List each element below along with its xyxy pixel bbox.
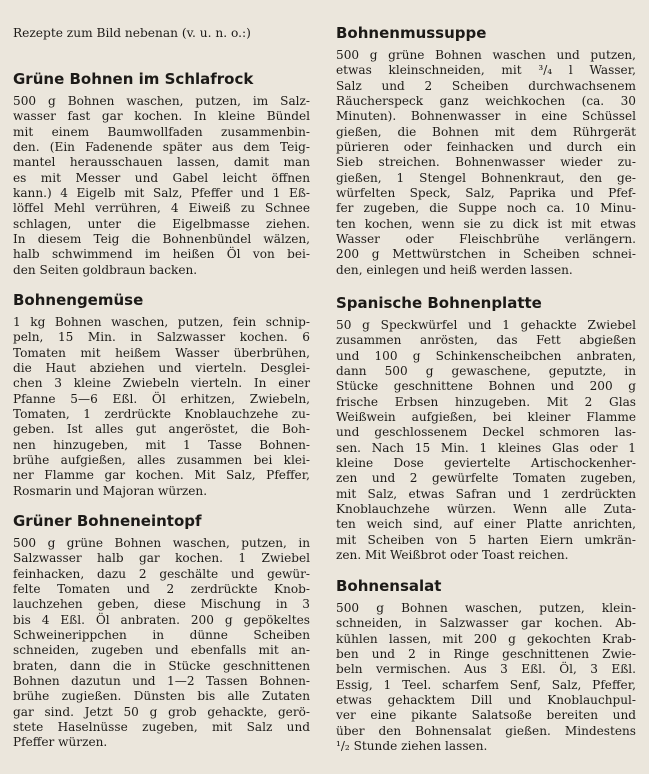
- recipe-gruene-bohnen-im-schlafrock: [13, 70, 310, 278]
- recipe-line: sen. Nach 15 Min. 1 kleines Glas oder 1: [336, 440, 636, 455]
- recipe-line: Sieb streichen. Bohnenwasser wieder zu-: [336, 155, 636, 170]
- recipe-line: schlagen, unter die Eigelbmasse ziehen.: [13, 216, 310, 231]
- recipe-line: Salzwasser halb gar kochen. 1 Zwiebel: [13, 551, 310, 566]
- recipe-line: 50 g Speckwürfel und 1 gehackte Zwiebel: [336, 318, 636, 332]
- recipe-line: und 100 g Schinkenscheibchen anbraten,: [336, 348, 636, 363]
- recipe-line: über den Bohnensalat gießen. Mindestens: [336, 723, 636, 738]
- recipe-line: Minuten). Bohnenwasser in eine Schüssel: [336, 109, 636, 124]
- recipe-line: zusammen anrösten, das Fett abgießen: [336, 333, 636, 348]
- recipe-line: Tomaten, 1 zerdrückte Knoblauchzehe zu-: [13, 407, 310, 422]
- recipe-line: Rosmarin und Majoran würzen.: [13, 483, 208, 498]
- recipe-line: feinhacken, dazu 2 geschälte und gewür-: [13, 566, 310, 581]
- recipe-line: mit einem Baumwollfaden zusammenbin-: [13, 124, 310, 139]
- recipe-line: ten weich sind, auf einer Platte anrichten,: [336, 517, 636, 532]
- recipe-line: brühe aufgießen, alles zusammen bei klei-: [13, 453, 310, 468]
- recipe-line: Stücke geschnittene Bohnen und 200 g: [336, 379, 636, 394]
- recipe-title: Bohnensalat: [336, 577, 442, 595]
- recipe-line: dann 500 g gewaschene, geputzte, in: [336, 364, 636, 379]
- recipe-line: 500 g grüne Bohnen waschen und putzen,: [336, 48, 636, 62]
- recipe-text: [13, 315, 310, 499]
- recipe-bohnenmussuppe: [336, 24, 636, 278]
- recipe-line: beln vermischen. Aus 3 Eßl. Öl, 3 Eßl.: [336, 662, 636, 677]
- recipe-line: ner Flamme gar kochen. Mit Salz, Pfeffer,: [13, 468, 310, 483]
- recipe-line: bis 4 Eßl. Öl anbraten. 200 g gepökeltes: [13, 612, 310, 627]
- recipe-line: gar sind. Jetzt 50 g grob gehackte, gerö-: [13, 704, 310, 719]
- recipe-line: chen 3 kleine Zwiebeln vierteln. In einer: [13, 376, 310, 391]
- recipe-line: 200 g Mettwürstchen in Scheiben schnei-: [336, 247, 636, 262]
- recipe-line: Weißwein aufgießen, bei kleiner Flamme: [336, 410, 636, 425]
- recipe-spanische-bohnenplatte: [336, 294, 636, 564]
- recipe-line: den Seiten goldbraun backen.: [13, 262, 198, 277]
- recipe-line: Tomaten mit heißem Wasser überbrühen,: [13, 345, 310, 360]
- recipe-line: ver eine pikante Salatsoße bereiten und: [336, 708, 636, 723]
- recipe-line: Pfeffer würzen.: [13, 735, 108, 750]
- recipe-line: Pfanne 5—6 Eßl. Öl erhitzen, Zwiebeln,: [13, 391, 310, 406]
- recipe-line: brühe zugießen. Dünsten bis alle Zutaten: [13, 689, 310, 704]
- recipe-line: Räucherspeck ganz weichkochen (ca. 30: [336, 94, 636, 109]
- recipe-title: Bohnenmussuppe: [336, 24, 487, 42]
- recipe-line: mit Scheiben von 5 harten Eiern umkrän-: [336, 532, 636, 547]
- recipe-line: 1 kg Bohnen waschen, putzen, fein schnip-: [13, 315, 310, 329]
- recipe-line: Knoblauchzehe würzen. Wenn alle Zuta-: [336, 502, 636, 517]
- recipe-bohnensalat: [336, 577, 636, 754]
- recipe-line: 500 g Bohnen waschen, putzen, im Salz-: [13, 94, 310, 108]
- recipe-line: kann.) 4 Eigelb mit Salz, Pfeffer und 1 Eß-: [13, 186, 310, 201]
- recipe-line: schneiden, zugeben und ebenfalls mit an-: [13, 643, 310, 658]
- recipe-line: geben. Ist alles gut angeröstet, die Boh-: [13, 422, 310, 437]
- recipe-line: den, einlegen und heiß werden lassen.: [336, 262, 573, 277]
- recipe-line: zen. Mit Weißbrot oder Toast reichen.: [336, 548, 569, 563]
- recipe-line: lauchzehen geben, diese Mischung in 3: [13, 597, 310, 612]
- recipe-line: mit Salz, etwas Safran und 1 zerdrückten: [336, 486, 636, 501]
- recipe-title: Bohnengemüse: [13, 291, 144, 309]
- recipe-line: etwas gehacktem Dill und Knoblauchpul-: [336, 693, 636, 708]
- recipe-line: Wasser oder Fleischbrühe verlängern.: [336, 232, 636, 247]
- recipe-line: die Haut abziehen und vierteln. Desglei-: [13, 361, 310, 376]
- recipe-line: nen hinzugeben, mit 1 Tasse Bohnen-: [13, 437, 310, 452]
- recipe-line: pürieren oder feinhacken und durch ein: [336, 140, 636, 155]
- recipe-line: Bohnen dazutun und 1—2 Tassen Bohnen-: [13, 674, 310, 689]
- recipe-line: fer zugeben, die Suppe noch ca. 10 Minu-: [336, 201, 636, 216]
- recipe-line: würfelten Speck, Salz, Paprika und Pfef-: [336, 186, 636, 201]
- recipe-line: wasser fast gar kochen. In kleine Bündel: [13, 109, 310, 124]
- recipe-line: Schweinerippchen in dünne Scheiben: [13, 628, 310, 643]
- recipe-line: löffel Mehl verrühren, 4 Eiweiß zu Schnee: [13, 201, 310, 216]
- recipe-line: den. (Ein Fadenende später aus dem Teig-: [13, 140, 310, 155]
- recipe-text: [13, 94, 310, 278]
- recipe-line: In diesem Teig die Bohnenbündel wälzen,: [13, 232, 310, 247]
- recipe-line: frische Erbsen hinzugeben. Mit 2 Glas: [336, 394, 636, 409]
- recipe-line: peln, 15 Min. in Salzwasser kochen. 6: [13, 330, 310, 345]
- recipe-line: kühlen lassen, mit 200 g gekochten Krab-: [336, 631, 636, 646]
- recipe-title: Spanische Bohnenplatte: [336, 294, 542, 312]
- recipe-line: ¹/₂ Stunde ziehen lassen.: [336, 739, 488, 754]
- recipe-line: kleine Dose geviertelte Artischockenher-: [336, 456, 636, 471]
- recipe-line: Essig, 1 Teel. scharfem Senf, Salz, Pfeffer,: [336, 677, 636, 692]
- recipe-text: [336, 601, 636, 754]
- recipe-bohnengemuese: [13, 291, 310, 499]
- intro-line: Rezepte zum Bild nebenan (v. u. n. o.:): [13, 26, 251, 40]
- recipe-line: 500 g grüne Bohnen waschen, putzen, in: [13, 536, 310, 550]
- recipe-line: felte Tomaten und 2 zerdrückte Knob-: [13, 582, 310, 597]
- recipe-line: braten, dann die in Stücke geschnittenen: [13, 658, 310, 673]
- recipe-line: schneiden, in Salzwasser gar kochen. Ab-: [336, 616, 636, 631]
- recipe-line: gießen, 1 Stengel Bohnenkraut, den ge-: [336, 170, 636, 185]
- recipe-line: mantel herausschauen lassen, damit man: [13, 155, 310, 170]
- recipe-text: [336, 48, 636, 278]
- recipe-line: Salz und 2 Scheiben durchwachsenem: [336, 78, 636, 93]
- recipe-text: [336, 318, 636, 564]
- recipe-line: etwas kleinschneiden, mit ³/₄ l Wasser,: [336, 63, 636, 78]
- recipe-gruener-bohneneintopf: [13, 512, 310, 751]
- recipe-line: gießen, die Bohnen mit dem Rührgerät: [336, 124, 636, 139]
- recipe-line: es mit Messer und Gabel leicht öffnen: [13, 170, 310, 185]
- recipe-line: stete Haselnüsse zugeben, mit Salz und: [13, 720, 310, 735]
- recipe-line: ben und 2 in Ringe geschnittenen Zwie-: [336, 647, 636, 662]
- recipe-title: Grüner Bohneneintopf: [13, 512, 202, 530]
- recipe-title: Grüne Bohnen im Schlafrock: [13, 70, 254, 88]
- recipe-line: ten kochen, wenn sie zu dick ist mit etwas: [336, 216, 636, 231]
- recipe-line: und geschlossenem Deckel schmoren las-: [336, 425, 636, 440]
- recipe-line: halb schwimmend im heißen Öl von bei-: [13, 247, 310, 262]
- recipe-text: [13, 536, 310, 751]
- recipe-line: 500 g Bohnen waschen, putzen, klein-: [336, 601, 636, 615]
- recipe-line: zen und 2 gewürfelte Tomaten zugeben,: [336, 471, 636, 486]
